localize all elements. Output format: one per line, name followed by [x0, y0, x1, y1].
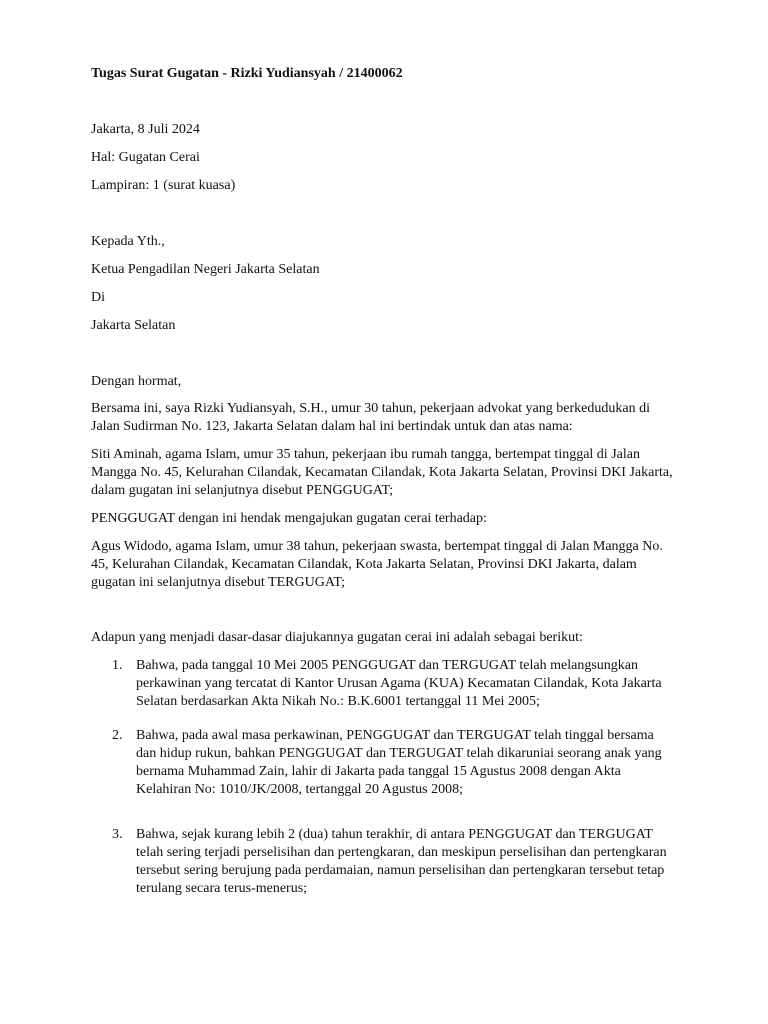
document-title: Tugas Surat Gugatan - Rizki Yudiansyah / 21400062 — [91, 66, 403, 81]
paragraph-intent: PENGGUGAT dengan ini hendak mengajukan gugatan cerai terhadap: — [91, 511, 487, 526]
salutation: Dengan hormat, — [91, 374, 182, 389]
paragraph-advocate: Bersama ini, saya Rizki Yudiansyah, S.H., umur 30 tahun, pekerjaan advokat yang berkedudukan di Jalan Sudirman No. 123, Jakarta Selatan dalam hal ini bertindak untuk dan atas nama: — [91, 401, 650, 434]
list-item-text: Bahwa, sejak kurang lebih 2 (dua) tahun terakhir, di antara PENGGUGAT dan TERGUGAT telah sering terjadi perselisihan dan pertengkaran, dan meskipun perselisihan dan pertengkaran tersebut sering berujung pada perdamaian, namun perselisihan dan pertengkaran tersebut tetap terulang secara terus-menerus; — [136, 827, 667, 896]
letter-subject: Hal: Gugatan Cerai — [91, 150, 200, 165]
list-item-text: Bahwa, pada tanggal 10 Mei 2005 PENGGUGAT dan TERGUGAT telah melangsungkan perkawinan yang tercatat di Kantor Urusan Agama (KUA) Kecamatan Cilandak, Kota Jakarta Selatan berdasarkan Akta Nikah No.: B.K.6001 tertanggal 11 Mei 2005; — [136, 658, 662, 709]
recipient-greeting: Kepada Yth., — [91, 234, 165, 249]
list-item-number: 1. — [112, 658, 123, 673]
paragraph-defendant: Agus Widodo, agama Islam, umur 38 tahun, pekerjaan swasta, bertempat tinggal di Jalan Mangga No. 45, Kelurahan Cilandak, Kecamatan Cilandak, Kota Jakarta Selatan, Provinsi DKI Jakarta, dalam gugatan ini selanjutnya disebut TERGUGAT; — [91, 539, 663, 590]
list-item-text: Bahwa, pada awal masa perkawinan, PENGGUGAT dan TERGUGAT telah tinggal bersama dan hidup rukun, bahkan PENGGUGAT dan TERGUGAT telah dikaruniai seorang anak yang bernama Muhammad Zain, lahir di Jakarta pada tanggal 15 Agustus 2008 dengan Akta Kelahiran No: 1010/JK/2008, tertanggal 20 Agustus 2008; — [136, 728, 662, 797]
recipient-name: Ketua Pengadilan Negeri Jakarta Selatan — [91, 262, 320, 277]
list-item-number: 2. — [112, 728, 123, 743]
paragraph-plaintiff: Siti Aminah, agama Islam, umur 35 tahun, pekerjaan ibu rumah tangga, bertempat tinggal di Jalan Mangga No. 45, Kelurahan Cilandak, Kecamatan Cilandak, Kota Jakarta Selatan, Provinsi DKI Jakarta, dalam gugatan ini selanjutnya disebut PENGGUGAT; — [91, 447, 673, 498]
recipient-at: Di — [91, 290, 105, 305]
letter-attachment: Lampiran: 1 (surat kuasa) — [91, 178, 236, 193]
list-item-number: 3. — [112, 827, 123, 842]
letter-date: Jakarta, 8 Juli 2024 — [91, 122, 200, 137]
recipient-city: Jakarta Selatan — [91, 318, 176, 333]
paragraph-basis: Adapun yang menjadi dasar-dasar diajukannya gugatan cerai ini adalah sebagai berikut: — [91, 630, 583, 645]
